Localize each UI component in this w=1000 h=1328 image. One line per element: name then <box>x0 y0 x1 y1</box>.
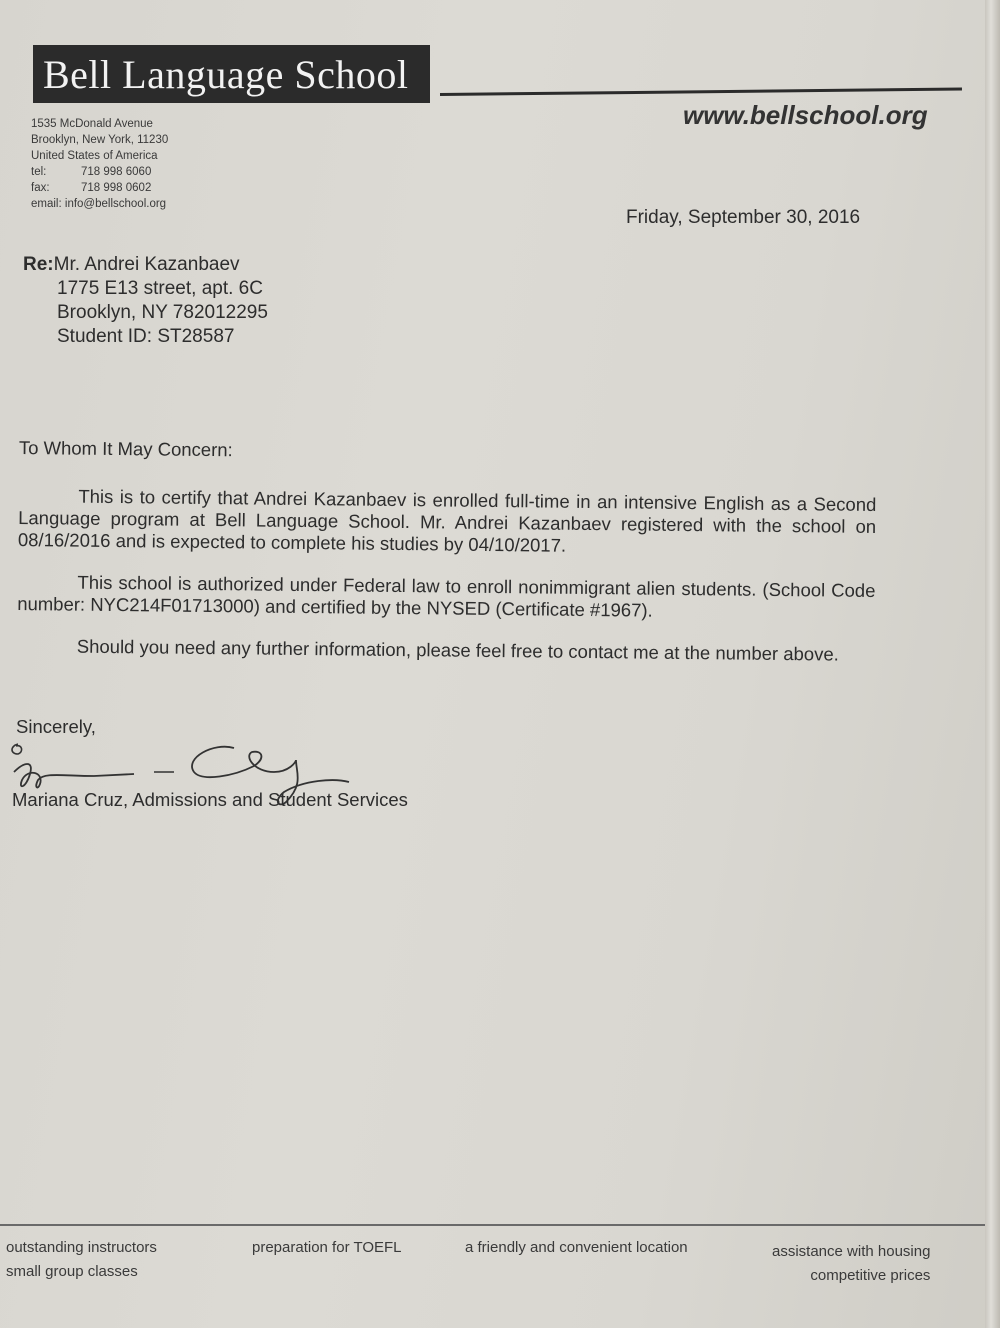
tel-label: tel: <box>31 166 47 178</box>
recipient-block <box>23 253 268 349</box>
signer-name: Mariana Cruz, Admissions and Student Services <box>12 789 408 810</box>
student-id: Student ID: ST28587 <box>57 326 235 347</box>
fax-value: 718 998 0602 <box>81 182 152 194</box>
footer-text: a friendly and convenient location <box>465 1239 688 1256</box>
email-label: email: <box>31 198 62 210</box>
paper-fold <box>985 0 1000 1328</box>
letter-body <box>16 437 876 686</box>
footer-text: assistance with housing <box>772 1243 931 1260</box>
fax-label: fax: <box>31 182 50 194</box>
letterhead-rule <box>440 88 962 96</box>
paragraph-enrollment: This is to certify that Andrei Kazanbaev is enrolled full-time in an intensive English as a Second Language program at Bell Language School. Mr. Andrei Kazanbaev registered with the school on 08/16/2016 and is expected to complete his studies by 04/10/2017. <box>17 485 877 556</box>
recipient-city: Brooklyn, NY 782012295 <box>57 302 268 323</box>
address-country: United States of America <box>31 150 158 162</box>
footer-text: outstanding instructors <box>6 1239 157 1256</box>
footer-feature-housing <box>772 1240 930 1288</box>
paragraph-contact: Should you need any further information, please feel free to contact me at the number above. <box>76 635 839 665</box>
tel-value: 718 998 6060 <box>81 166 152 178</box>
footer-rule <box>0 1224 985 1226</box>
footer-text: competitive prices <box>810 1267 931 1284</box>
paragraph-authorization: This school is authorized under Federal law to enroll nonimmigrant alien students. (School Code number: NYC214F01713000) and certified by the NYSED (Certificate #1967). <box>17 571 876 621</box>
footer-feature-instructors <box>6 1236 157 1284</box>
recipient-street: 1775 E13 street, apt. 6C <box>57 278 263 299</box>
footer-feature-location <box>465 1236 688 1260</box>
address-tel <box>31 164 168 180</box>
recipient-name: Mr. Andrei Kazanbaev <box>53 254 240 275</box>
closing: Sincerely, <box>16 716 96 737</box>
address-street: 1535 McDonald Avenue <box>31 118 153 130</box>
website-link[interactable]: www.bellschool.org <box>683 100 928 130</box>
salutation: To Whom It May Concern: <box>18 437 233 461</box>
email-value[interactable]: info@bellschool.org <box>64 198 167 210</box>
address-fax <box>31 180 168 196</box>
footer-text: preparation for TOEFL <box>252 1239 402 1256</box>
recipient-name-line <box>23 253 268 277</box>
letter-date: Friday, September 30, 2016 <box>626 207 861 228</box>
school-address <box>31 116 168 212</box>
address-email <box>31 196 168 212</box>
footer-feature-toefl <box>252 1236 402 1260</box>
school-name: Bell Language School <box>43 52 409 97</box>
footer-text: small group classes <box>6 1263 138 1280</box>
address-city: Brooklyn, New York, 11230 <box>31 134 169 146</box>
re-label: Re: <box>23 254 54 275</box>
school-logo <box>33 45 430 103</box>
